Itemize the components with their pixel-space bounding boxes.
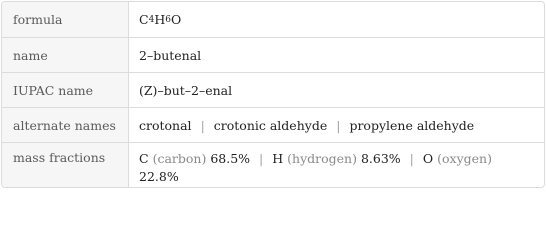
separator: | xyxy=(409,151,414,166)
separator: | xyxy=(200,117,205,133)
alternate-names-label: alternate names xyxy=(2,108,129,142)
formula-row xyxy=(2,2,544,37)
formula-label: formula xyxy=(2,2,129,37)
element-name: (oxygen) xyxy=(437,151,492,166)
separator: | xyxy=(336,117,341,133)
mass-fractions-value xyxy=(129,143,544,188)
formula-o: O xyxy=(170,12,182,27)
mass-percent: 68.5% xyxy=(210,151,251,166)
mass-fractions-label: mass fractions xyxy=(2,143,129,188)
name-row xyxy=(2,37,544,72)
formula-value: C 4 H 6 O xyxy=(139,12,182,27)
separator: | xyxy=(259,151,264,166)
iupac-row xyxy=(2,72,544,107)
iupac-label: IUPAC name xyxy=(2,73,129,107)
element-symbol: C xyxy=(139,151,149,166)
alternate-names-row xyxy=(2,107,544,142)
iupac-value: (Z)–but–2–enal xyxy=(139,82,233,98)
properties-table xyxy=(1,1,545,188)
name-value: 2–butenal xyxy=(139,47,202,63)
formula-c: C xyxy=(139,12,149,27)
alternate-names-value xyxy=(129,108,544,142)
element-name: (hydrogen) xyxy=(287,151,357,166)
alternate-name: crotonal xyxy=(139,117,192,133)
mass-percent: 8.63% xyxy=(360,151,401,166)
alternate-name: crotonic aldehyde xyxy=(213,117,328,133)
mass-percent: 22.8% xyxy=(139,169,179,184)
element-symbol: O xyxy=(422,151,434,166)
element-name: (carbon) xyxy=(152,151,207,166)
name-label: name xyxy=(2,38,129,72)
formula-h: H xyxy=(154,12,166,27)
element-symbol: H xyxy=(272,151,284,166)
mass-fractions-row xyxy=(2,142,544,188)
alternate-name: propylene aldehyde xyxy=(349,117,475,133)
